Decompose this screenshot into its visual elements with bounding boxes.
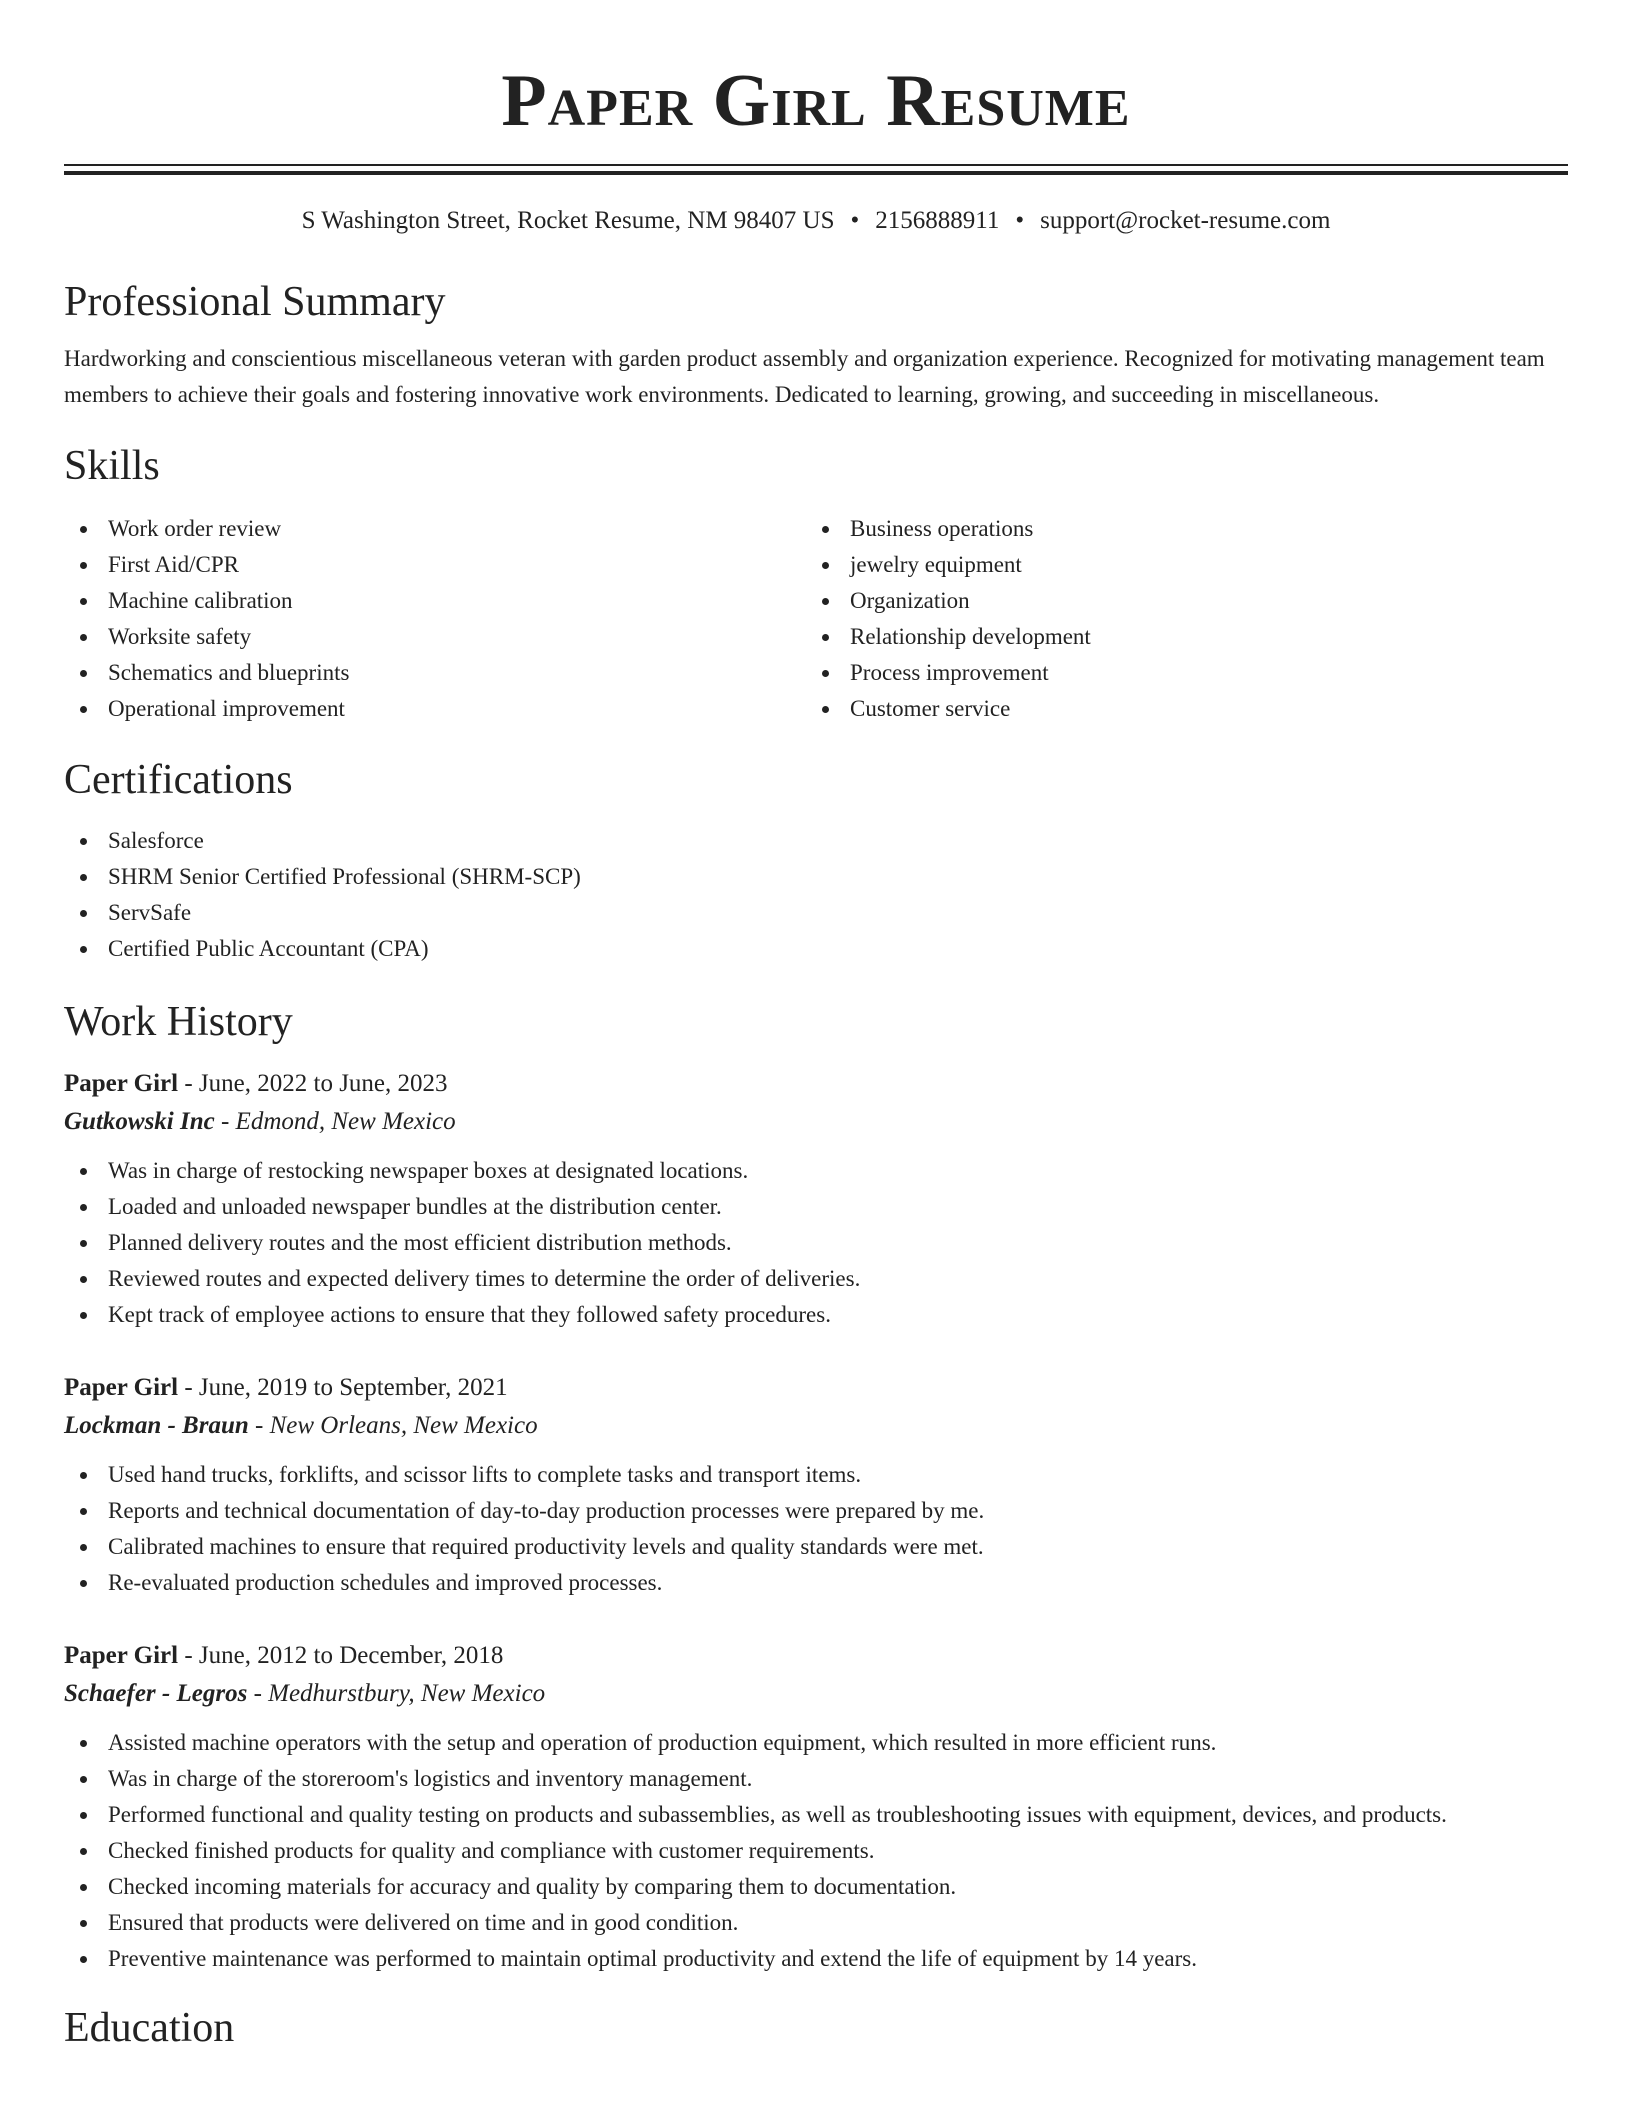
job-duties-list xyxy=(64,1153,1568,1333)
job-duties-list xyxy=(64,1457,1568,1601)
job-dates: - June, 2019 to September, 2021 xyxy=(178,1374,508,1401)
job-company-line xyxy=(64,1407,1568,1445)
job-company-line xyxy=(64,1675,1568,1713)
job-duty-item: Was in charge of the storeroom's logistics and inventory management. xyxy=(64,1761,1568,1797)
skill-item: Relationship development xyxy=(806,619,1548,655)
summary-heading: Professional Summary xyxy=(64,279,446,325)
company-name: Lockman - Braun xyxy=(64,1412,249,1439)
job-entry xyxy=(64,1637,1568,1977)
job-duty-item: Checked incoming materials for accuracy and quality by comparing them to documentation. xyxy=(64,1869,1568,1905)
resume-title: Paper Girl Resume xyxy=(501,60,1131,142)
contact-separator: • xyxy=(1015,207,1025,234)
skill-item: Organization xyxy=(806,583,1548,619)
job-title-line xyxy=(64,1637,1568,1675)
job-dates: - June, 2022 to June, 2023 xyxy=(178,1070,448,1097)
contact-email: support@rocket-resume.com xyxy=(1040,207,1331,234)
job-duty-item: Preventive maintenance was performed to maintain optimal productivity and extend the life of equipment by 14 years. xyxy=(64,1941,1568,1977)
job-title: Paper Girl xyxy=(64,1642,179,1669)
company-name: Gutkowski Inc xyxy=(64,1108,215,1135)
contact-address: S Washington Street, Rocket Resume, NM 98407 US xyxy=(301,207,835,234)
job-company-line xyxy=(64,1103,1568,1141)
job-duty-item: Assisted machine operators with the setup and operation of production equipment, which resulted in more efficient runs. xyxy=(64,1725,1568,1761)
job-duty-item: Planned delivery routes and the most efficient distribution methods. xyxy=(64,1225,1568,1261)
certifications-heading: Certifications xyxy=(64,757,293,803)
certification-item: ServSafe xyxy=(64,895,1568,931)
job-duty-item: Ensured that products were delivered on time and in good condition. xyxy=(64,1905,1568,1941)
certification-item: SHRM Senior Certified Professional (SHRM-SCP) xyxy=(64,859,1568,895)
job-duty-item: Calibrated machines to ensure that required productivity levels and quality standards were met. xyxy=(64,1529,1568,1565)
certifications-list xyxy=(64,823,1568,967)
job-title: Paper Girl xyxy=(64,1374,179,1401)
skill-item: Operational improvement xyxy=(64,691,806,727)
job-title-line xyxy=(64,1369,1568,1407)
certification-item: Salesforce xyxy=(64,823,1568,859)
education-heading: Education xyxy=(64,2005,235,2051)
job-title: Paper Girl xyxy=(64,1070,179,1097)
contact-line xyxy=(64,205,1568,237)
job-duty-item: Checked finished products for quality and compliance with customer requirements. xyxy=(64,1833,1568,1869)
job-duty-item: Was in charge of restocking newspaper boxes at designated locations. xyxy=(64,1153,1568,1189)
skill-item: Worksite safety xyxy=(64,619,806,655)
job-duty-item: Used hand trucks, forklifts, and scissor lifts to complete tasks and transport items. xyxy=(64,1457,1568,1493)
job-duty-item: Performed functional and quality testing on products and subassemblies, as well as troubleshooting issues with equipment, devices, and products. xyxy=(64,1797,1568,1833)
job-entry xyxy=(64,1369,1568,1601)
skill-item: Schematics and blueprints xyxy=(64,655,806,691)
skills-column-right xyxy=(806,511,1548,727)
company-location: - Edmond, New Mexico xyxy=(214,1108,456,1135)
job-dates: - June, 2012 to December, 2018 xyxy=(178,1642,504,1669)
skill-item: Machine calibration xyxy=(64,583,806,619)
skills-column-left xyxy=(64,511,806,727)
skills-grid xyxy=(64,511,1568,727)
summary-text: Hardworking and conscientious miscellaneous veteran with garden product assembly and organization experience. Recognized for motivating management team members to achieve their goals and fostering innovative work environments. Dedicated to learning, growing, and succeeding in miscellaneous. xyxy=(64,346,1545,407)
contact-separator: • xyxy=(850,207,860,234)
work-history-heading: Work History xyxy=(64,999,293,1045)
skills-heading: Skills xyxy=(64,443,160,489)
skill-item: First Aid/CPR xyxy=(64,547,806,583)
skill-item: Process improvement xyxy=(806,655,1548,691)
company-location: - New Orleans, New Mexico xyxy=(248,1412,538,1439)
job-entry xyxy=(64,1065,1568,1333)
job-duty-item: Loaded and unloaded newspaper bundles at the distribution center. xyxy=(64,1189,1568,1225)
company-location: - Medhurstbury, New Mexico xyxy=(247,1680,546,1707)
certification-item: Certified Public Accountant (CPA) xyxy=(64,931,1568,967)
job-title-line xyxy=(64,1065,1568,1103)
job-duty-item: Reports and technical documentation of day-to-day production processes were prepared by me. xyxy=(64,1493,1568,1529)
skill-item: Customer service xyxy=(806,691,1548,727)
job-duty-item: Re-evaluated production schedules and improved processes. xyxy=(64,1565,1568,1601)
job-duty-item: Kept track of employee actions to ensure that they followed safety procedures. xyxy=(64,1297,1568,1333)
skill-item: Work order review xyxy=(64,511,806,547)
contact-phone: 2156888911 xyxy=(875,207,1000,234)
job-duty-item: Reviewed routes and expected delivery times to determine the order of deliveries. xyxy=(64,1261,1568,1297)
title-double-rule xyxy=(64,164,1568,175)
skill-item: Business operations xyxy=(806,511,1548,547)
company-name: Schaefer - Legros xyxy=(64,1680,248,1707)
job-duties-list xyxy=(64,1725,1568,1977)
skill-item: jewelry equipment xyxy=(806,547,1548,583)
